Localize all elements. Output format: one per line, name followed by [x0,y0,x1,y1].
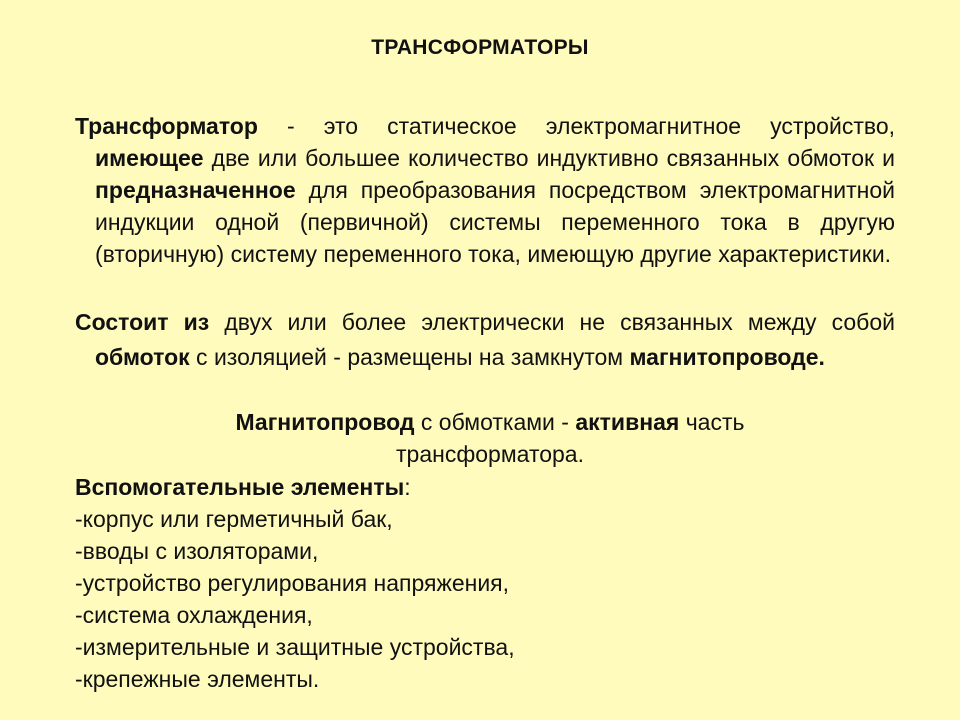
slide-title: ТРАНСФОРМАТОРЫ [371,36,589,59]
composition-text-1: двух или более электрически не связанных между собой [209,309,895,335]
auxiliary-heading-line [75,471,895,503]
composition-text-2: с изоляцией - размещены на замкнутом [189,344,630,370]
definition-bold-2: предназначенное [95,177,296,203]
definition-bold-1: имеющее [95,145,204,171]
active-part-text-1: с обмотками - [414,409,576,435]
list-item: -измерительные и защитные устройства, [75,634,515,660]
definition-text-3: для преобразования посредством электромагнитной индукции одной (первичной) системы переменного тока в другую (вторичную) систему переменного тока, имеющую другие характеристики. [95,177,895,267]
list-item: -вводы с изоляторами, [75,538,319,564]
list-item: -система охлаждения, [75,602,313,628]
list-item: -крепежные элементы. [75,666,320,692]
definition-term: Трансформатор [75,113,258,139]
auxiliary-heading: Вспомогательные элементы [75,474,405,500]
definition-paragraph [75,110,895,270]
list-item: -устройство регулирования напряжения, [75,570,510,596]
active-part-text-2: часть трансформатора. [396,409,745,467]
composition-bold-3: магнитопроводе. [629,344,825,370]
definition-text-2: две или большее количество индуктивно связанных обмоток и [203,145,895,171]
active-part-bold-2: активная [575,409,680,435]
composition-bold-2: обмоток [95,344,190,370]
composition-paragraph [75,305,895,375]
definition-text-1: - это статическое электромагнитное устройство, [257,113,895,139]
active-part-bold-1: Магнитопровод [235,409,415,435]
auxiliary-colon: : [404,474,411,500]
active-part-paragraph [180,406,800,470]
auxiliary-elements [75,471,895,695]
list-item: -корпус или герметичный бак, [75,506,393,532]
composition-bold-1: Состоит из [75,309,210,335]
